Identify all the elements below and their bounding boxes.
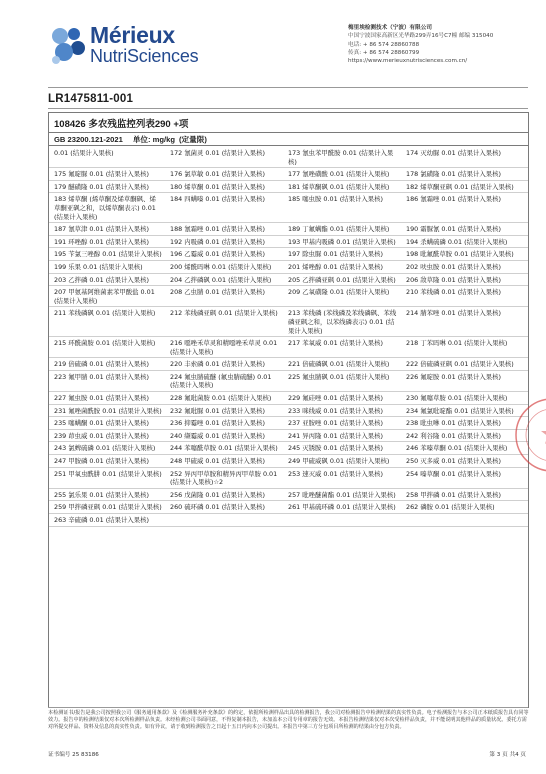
- analyte-cell: 259 甲拌磷亚砜 0.01 (结果计入果核): [54, 503, 162, 512]
- analyte-cell: 243 氯蜱硫磷 0.01 (结果计入果核): [54, 444, 156, 453]
- analyte-cell: 180 烯草酮 0.01 (结果计入果核): [170, 182, 266, 191]
- analyte-cell: 198 吡氟酰草胺 0.01 (结果计入果核): [406, 250, 514, 259]
- analyte-cell: 235 噻螨酮 0.01 (结果计入果核): [54, 419, 150, 428]
- table-row: [49, 514, 529, 527]
- analyte-cell: 245 灭锈胺 0.01 (结果计入果核): [288, 444, 384, 453]
- analyte-cell: 193 甲基内吸磷 0.01 (结果计入果核): [288, 237, 396, 246]
- table-row: [49, 274, 529, 287]
- analyte-cell: 175 氟啶脲 0.01 (结果计入果核): [54, 170, 150, 179]
- analyte-cell: 184 四螨嗪 0.01 (结果计入果核): [170, 195, 266, 204]
- analyte-cell: 181 烯草酮砜 0.01 (结果计入果核): [288, 182, 390, 191]
- standard-code: GB 23200.121-2021: [54, 135, 123, 144]
- analyte-cell: 183 烯草酮 (烯草酮及烯草酮砜、烯草酮亚砜之和，以烯草酮表示) 0.01 (结果计入果核): [54, 195, 156, 221]
- analyte-cell: 186 氰霜唑 0.01 (结果计入果核): [406, 195, 502, 204]
- analyte-cell: 202 呋虫胺 0.01 (结果计入果核): [406, 262, 502, 271]
- analyte-cell: 256 戊菌隆 0.01 (结果计入果核): [170, 490, 266, 499]
- analyte-cell: 242 利谷隆 0.01 (结果计入果核): [406, 431, 502, 440]
- analyte-cell: 211 苯线磷砜 0.01 (结果计入果核): [54, 309, 156, 318]
- analyte-cell: 190 霜脲氰 0.01 (结果计入果核): [406, 225, 502, 234]
- analyte-cell: 207 甲氨基阿维菌素苯甲酸盐 0.01 (结果计入果核): [54, 288, 155, 305]
- table-row: [49, 307, 529, 337]
- table-row: [49, 455, 529, 468]
- analyte-cell: 263 辛硫磷 0.01 (结果计入果核): [54, 516, 150, 524]
- analyte-cell: 185 噻虫胺 0.01 (结果计入果核): [288, 195, 384, 204]
- analyte-cell: 221 倍硫磷砜 0.01 (结果计入果核): [288, 360, 390, 369]
- analyte-cell: 223 氟甲腈 0.01 (结果计入果核): [54, 372, 150, 381]
- analyte-cell: 228 氟吡菌胺 0.01 (结果计入果核): [170, 394, 272, 403]
- analyte-cell: 260 硫环磷 0.01 (结果计入果核): [170, 503, 266, 512]
- analyte-cell: 220 丰索磷 0.01 (结果计入果核): [170, 360, 266, 369]
- analyte-grid: [49, 147, 529, 527]
- analyte-cell: 199 乐果 0.01 (结果计入果核): [54, 262, 143, 271]
- unit-label: 单位: mg/kg: [132, 135, 176, 144]
- analyte-cell: 214 腈苯唑 0.01 (结果计入果核): [406, 309, 502, 318]
- analyte-cell: [283, 514, 401, 526]
- analyte-cell: 253 速灭威 0.01 (结果计入果核): [288, 469, 384, 478]
- table-row: [49, 261, 529, 274]
- footer-disclaimer: 本检测证书/报告是我公司按照我公司《服务通用条款》及《检测服务补充条款》的约定，依据所检测样品出具的检测报告，我公司对检测报告中检测结果的真实性负责。电子检测报告与本公司正本纸质报告具有同等效力。报告中的检测结果仅对本次所检测样品负责。未经检测公司书面同意，不得复制本报告，未加盖本公司专用章的报告无效。本报告检测结果仅对本次受检样品负责，并不能说明其他样品的质量状况。委托方需对所提交样品、资料及信息的真实性负责。如有异议，请于收到检测报告之日起十五日内向本公司提出。本报告中第三方分包项目所检测的结果由分包方负责。: [48, 710, 529, 731]
- analyte-cell: 233 咪线威 0.01 (结果计入果核): [288, 406, 384, 415]
- analyte-cell: 226 氟啶胺 0.01 (结果计入果核): [406, 372, 502, 381]
- analyte-cell: 262 磷胺 0.01 (结果计入果核): [406, 503, 495, 512]
- logo-wordmark-line2: NutriSciences: [90, 46, 199, 66]
- analyte-cell: 215 环酰菌胺 0.01 (结果计入果核): [54, 339, 156, 348]
- analyte-cell: 241 异丙隆 0.01 (结果计入果核): [288, 431, 384, 440]
- analyte-cell: 261 甲基硫环磷 0.01 (结果计入果核): [288, 503, 396, 512]
- analyte-cell: 209 乙氧磺隆 0.01 (结果计入果核): [288, 288, 390, 297]
- footer-divider: [48, 707, 528, 708]
- analyte-cell: 206 敌草隆 0.01 (结果计入果核): [406, 275, 502, 284]
- analyte-cell: 239 茚虫威 0.01 (结果计入果核): [54, 431, 150, 440]
- table-row: [49, 371, 529, 392]
- analyte-cell: 177 氰唑磺酸 0.01 (结果计入果核): [288, 170, 390, 179]
- report-number-divider: [48, 108, 528, 109]
- company-phone: 电话: + 86 574 28860788: [348, 41, 420, 48]
- table-row: [49, 392, 529, 405]
- company-address-block: [348, 24, 543, 65]
- analyte-cell: 187 氰草津 0.01 (结果计入果核): [54, 225, 150, 234]
- analyte-cell: 252 异丙甲草胺和精异丙甲草胺 0.01 (结果计入果核)☆2: [170, 469, 278, 487]
- analyte-cell: 248 甲硫威 0.01 (结果计入果核): [170, 457, 266, 466]
- table-row: [49, 417, 529, 430]
- analyte-cell: 251 甲氧虫酰肼 0.01 (结果计入果核): [54, 469, 162, 478]
- results-table: [48, 112, 529, 708]
- analyte-cell: 213 苯线磷 (苯线磷及苯线磷砜、苯线磷亚砜之和，以苯线磷表示) 0.01 (结果计入果核): [288, 309, 397, 335]
- analyte-cell: [165, 514, 283, 526]
- analyte-cell: 172 氰菌灵 0.01 (结果计入果核): [170, 149, 266, 157]
- table-row: [49, 442, 529, 455]
- table-row: [49, 405, 529, 418]
- analyte-cell: 182 烯草酮亚砜 0.01 (结果计入果核): [406, 182, 514, 191]
- table-row: [49, 501, 529, 514]
- analyte-cell: 188 氰霜唑 0.01 (结果计入果核): [170, 225, 266, 234]
- inspection-seal-stamp: [512, 395, 546, 475]
- analyte-cell: 216 噁唑禾草灵和精噁唑禾草灵 0.01 (结果计入果核): [170, 339, 278, 356]
- merieux-logo-mark: [48, 24, 88, 66]
- analyte-cell: 192 内吸磷 0.01 (结果计入果核): [170, 237, 266, 246]
- analyte-cell: 176 氯草敏 0.01 (结果计入果核): [170, 170, 266, 179]
- company-fax: 传真: + 86 574 28860799: [348, 49, 420, 56]
- analyte-cell: 201 烯唑醇 0.01 (结果计入果核): [288, 262, 384, 271]
- analyte-cell: 178 氯磺隆 0.01 (结果计入果核): [406, 170, 502, 179]
- table-row: [49, 248, 529, 261]
- analyte-cell: 208 乙虫腈 0.01 (结果计入果核): [170, 288, 266, 297]
- table-standard-line: [54, 134, 217, 145]
- analyte-cell: 237 亚胺唑 0.01 (结果计入果核): [288, 419, 384, 428]
- analyte-cell: 218 丁苯吗啉 0.01 (结果计入果核): [406, 339, 508, 348]
- analyte-cell: 197 除虫脲 0.01 (结果计入果核): [288, 250, 384, 259]
- limit-label: (定量限): [179, 135, 207, 144]
- table-title-divider: [49, 132, 528, 133]
- analyte-cell: 250 灭多威 0.01 (结果计入果核): [406, 457, 502, 466]
- table-row: [49, 223, 529, 236]
- analyte-cell: 231 氟唑菌酰胺 0.01 (结果计入果核): [54, 406, 162, 415]
- table-row: [49, 358, 529, 371]
- analyte-cell: 246 苯嗪草酮 0.01 (结果计入果核): [406, 444, 508, 453]
- analyte-cell: 257 吡唑醚菌酯 0.01 (结果计入果核): [288, 490, 396, 499]
- analyte-cell: 230 氟噻草胺 0.01 (结果计入果核): [406, 394, 508, 403]
- analyte-cell: 212 苯线磷亚砜 0.01 (结果计入果核): [170, 309, 278, 318]
- table-row: [49, 181, 529, 194]
- table-row: [49, 236, 529, 249]
- header-divider: [48, 87, 528, 88]
- analyte-cell: 255 氯乐果 0.01 (结果计入果核): [54, 490, 150, 499]
- analyte-cell: 200 烯酰吗啉 0.01 (结果计入果核): [170, 262, 272, 271]
- analyte-cell: 258 甲拌磷 0.01 (结果计入果核): [406, 490, 502, 499]
- analyte-cell: 179 醚磺隆 0.01 (结果计入果核): [54, 182, 150, 191]
- analyte-cell: 191 环唑醇 0.01 (结果计入果核): [54, 237, 150, 246]
- analyte-cell: 205 乙拌磷亚砜 0.01 (结果计入果核): [288, 275, 396, 284]
- table-row: [49, 337, 529, 358]
- page-number: 第 3 页 共4 页: [489, 752, 526, 758]
- analyte-cell: 195 苄氯三唑醇 0.01 (结果计入果核): [54, 250, 162, 259]
- table-row: [49, 286, 529, 307]
- company-address: 中国宁波国家高新区光华路299弄16号C7幢 邮编 315040: [348, 33, 494, 40]
- analyte-cell: 210 苯线磷 0.01 (结果计入果核): [406, 288, 502, 297]
- analyte-cell: 236 抑霉唑 0.01 (结果计入果核): [170, 419, 266, 428]
- analyte-cell: 174 灭幼脲 0.01 (结果计入果核): [406, 149, 502, 157]
- analyte-cell: 224 氟虫腈硫醚 (氟虫腈硫醚) 0.01 (结果计入果核): [170, 372, 272, 390]
- analyte-cell: 225 氟虫腈砜 0.01 (结果计入果核): [288, 372, 390, 381]
- analyte-cell: 254 嗪草酮 0.01 (结果计入果核): [406, 469, 502, 478]
- analyte-cell: 0.01 (结果计入果核): [54, 149, 114, 157]
- company-website[interactable]: https://www.merieuxnutrisciences.com.cn/: [348, 58, 468, 65]
- analyte-cell: [401, 514, 529, 526]
- analyte-cell: 217 苯氧威 0.01 (结果计入果核): [288, 339, 384, 348]
- analyte-cell: 240 缬霉威 0.01 (结果计入果核): [170, 431, 266, 440]
- analyte-cell: 189 丁氟螨酯 0.01 (结果计入果核): [288, 225, 390, 234]
- analyte-cell: 232 氟吡脲 0.01 (结果计入果核): [170, 406, 266, 415]
- analyte-cell: 173 氰虫苯甲酰胺 0.01 (结果计入果核): [288, 149, 394, 166]
- analyte-cell: 194 杀螨硫磷 0.01 (结果计入果核): [406, 237, 508, 246]
- table-row: [49, 193, 529, 223]
- analyte-cell: 219 倍硫磷 0.01 (结果计入果核): [54, 360, 150, 369]
- table-row: [49, 489, 529, 502]
- analyte-cell: 227 氟虫胺 0.01 (结果计入果核): [54, 394, 150, 403]
- table-row: [49, 147, 529, 168]
- logo-wordmark-line1: Mérieux: [90, 22, 175, 48]
- analyte-cell: 204 乙拌磷砜 0.01 (结果计入果核): [170, 275, 272, 284]
- analyte-cell: 238 吡虫啉 0.01 (结果计入果核): [406, 419, 502, 428]
- merieux-logo: [48, 20, 198, 70]
- analyte-cell: 244 苯噻酰草胺 0.01 (结果计入果核): [170, 444, 278, 453]
- certificate-number: 证书编号 25 83186: [48, 752, 99, 758]
- report-number: LR1475811-001: [48, 93, 134, 105]
- analyte-cell: 249 甲硫威砜 0.01 (结果计入果核): [288, 457, 390, 466]
- analyte-cell: 234 氟氯吡啶酯 0.01 (结果计入果核): [406, 406, 514, 415]
- table-row: [49, 468, 529, 489]
- table-title: 108426 多农残监控列表290 +项: [54, 119, 189, 130]
- company-name: 梅里埃检测技术（宁波）有限公司: [348, 25, 432, 31]
- table-row: [49, 430, 529, 443]
- analyte-cell: 196 乙霉威 0.01 (结果计入果核): [170, 250, 266, 259]
- analyte-cell: 229 氟硅唑 0.01 (结果计入果核): [288, 394, 384, 403]
- analyte-cell: 247 甲胺磷 0.01 (结果计入果核): [54, 457, 150, 466]
- table-header-divider: [49, 145, 528, 146]
- table-row: [49, 168, 529, 181]
- analyte-cell: 222 倍硫磷亚砜 0.01 (结果计入果核): [406, 360, 514, 369]
- analyte-cell: 203 乙拌磷 0.01 (结果计入果核): [54, 275, 150, 284]
